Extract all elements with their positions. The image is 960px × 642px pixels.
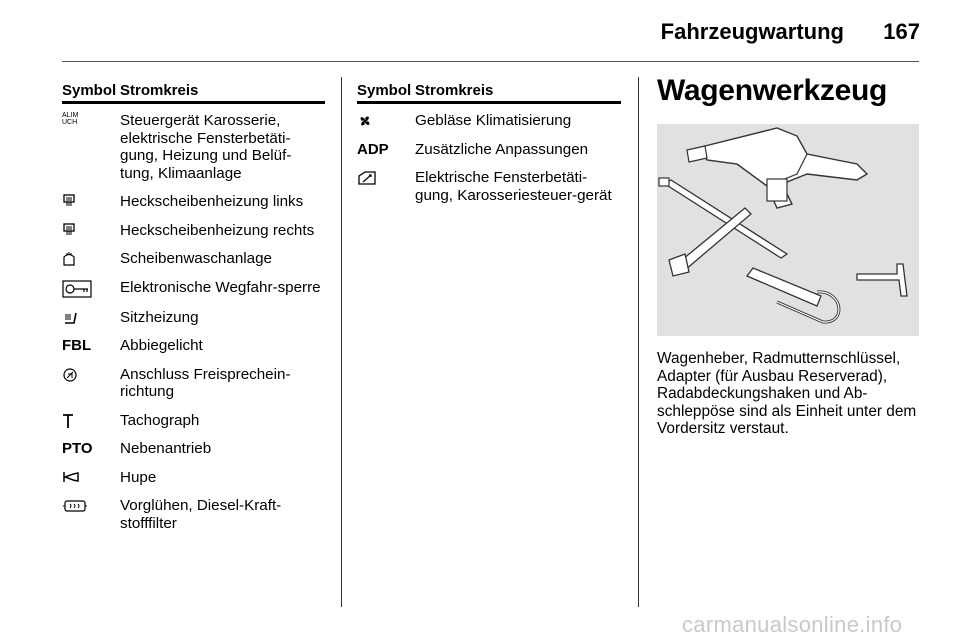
immobilizer-key-icon (62, 279, 120, 298)
circuit-text: Zusätzliche Anpassungen (415, 140, 589, 158)
table-header (357, 80, 621, 104)
symbol-text: FBL (62, 337, 92, 354)
fuse-table-1 (62, 80, 325, 543)
column-header-circuit: Stromkreis (120, 82, 199, 99)
circuit-text: Tachograph (120, 411, 200, 429)
table-row (62, 412, 325, 430)
figure-caption: Wagenheber, Radmutternschlüssel, Adapter (für Ausbau Reserverad), Radabdeckungshaken und Ab-schleppöse sind als Einheit unter dem Vordersitz verstaut. (657, 350, 917, 437)
header-title: Fahrzeugwartung (660, 19, 844, 44)
column-header-circuit: Stromkreis (415, 82, 494, 99)
symbol-text-uch: UCH (62, 119, 78, 126)
horn-icon (62, 469, 120, 487)
table-header (62, 80, 325, 104)
rear-window-heating-icon (62, 222, 120, 240)
window-lift-icon (357, 169, 415, 204)
table-row (62, 440, 325, 458)
table-row (62, 112, 325, 182)
table-row (62, 469, 325, 487)
circuit-text: Scheibenwaschanlage (120, 250, 272, 267)
circuit-text: Anschluss Freisprechein-richtung (120, 365, 291, 400)
symbol-text: PTO (62, 440, 93, 457)
circuit-text: Heckscheibenheizung links (120, 193, 304, 210)
symbol-text-alim: ALIM (62, 112, 79, 119)
rear-window-heating-icon (62, 193, 120, 211)
table-row (62, 193, 325, 211)
vehicle-tools-illustration (657, 124, 919, 336)
table-row (62, 222, 325, 240)
column-header-symbol: Symbol (62, 82, 117, 99)
page-number: 167 (883, 19, 920, 44)
circuit-text: Abbiegelicht (120, 337, 203, 354)
table-row (62, 497, 325, 532)
circuit-text: Steuergerät Karosserie, elektrische Fensterbetäti-gung, Heizung und Belüf-tung, Klimaanlage (120, 112, 292, 182)
circuit-text: Elektronische Wegfahr-sperre (120, 278, 321, 296)
column-header-symbol: Symbol (357, 82, 412, 99)
page-header (0, 0, 960, 60)
tachograph-icon (62, 412, 120, 430)
circuit-text: Sitzheizung (120, 308, 199, 326)
circuit-text: Nebenantrieb (120, 440, 212, 457)
table-row (62, 309, 325, 327)
section-title: Wagenwerkzeug (657, 74, 888, 107)
vehicle-tools-section (657, 74, 921, 437)
table-row (357, 141, 621, 159)
watermark: carmanualsonline.info (682, 612, 903, 637)
seat-heating-icon (62, 309, 120, 327)
column-divider (341, 77, 342, 607)
symbol-text: ADP (357, 140, 389, 158)
circuit-text: Gebläse Klimatisierung (415, 112, 572, 129)
fuse-table-2 (357, 80, 621, 215)
table-row (357, 169, 621, 204)
table-row (62, 337, 325, 355)
fan-icon (357, 112, 415, 130)
handsfree-icon (62, 366, 120, 401)
table-row (62, 250, 325, 268)
table-row (357, 112, 621, 130)
header-rule (62, 61, 919, 62)
washer-icon (62, 250, 120, 268)
circuit-text: Heckscheibenheizung rechts (120, 221, 315, 239)
glow-plug-icon (62, 497, 120, 532)
table-row (62, 279, 325, 298)
circuit-text: Hupe (120, 468, 157, 486)
circuit-text: Elektrische Fensterbetäti-gung, Karosseriesteuer-gerät (415, 169, 612, 204)
table-row (62, 366, 325, 401)
symbol-cell (62, 112, 120, 182)
circuit-text: Vorglühen, Diesel-Kraft-stofffilter (120, 497, 282, 532)
column-divider (638, 77, 639, 607)
